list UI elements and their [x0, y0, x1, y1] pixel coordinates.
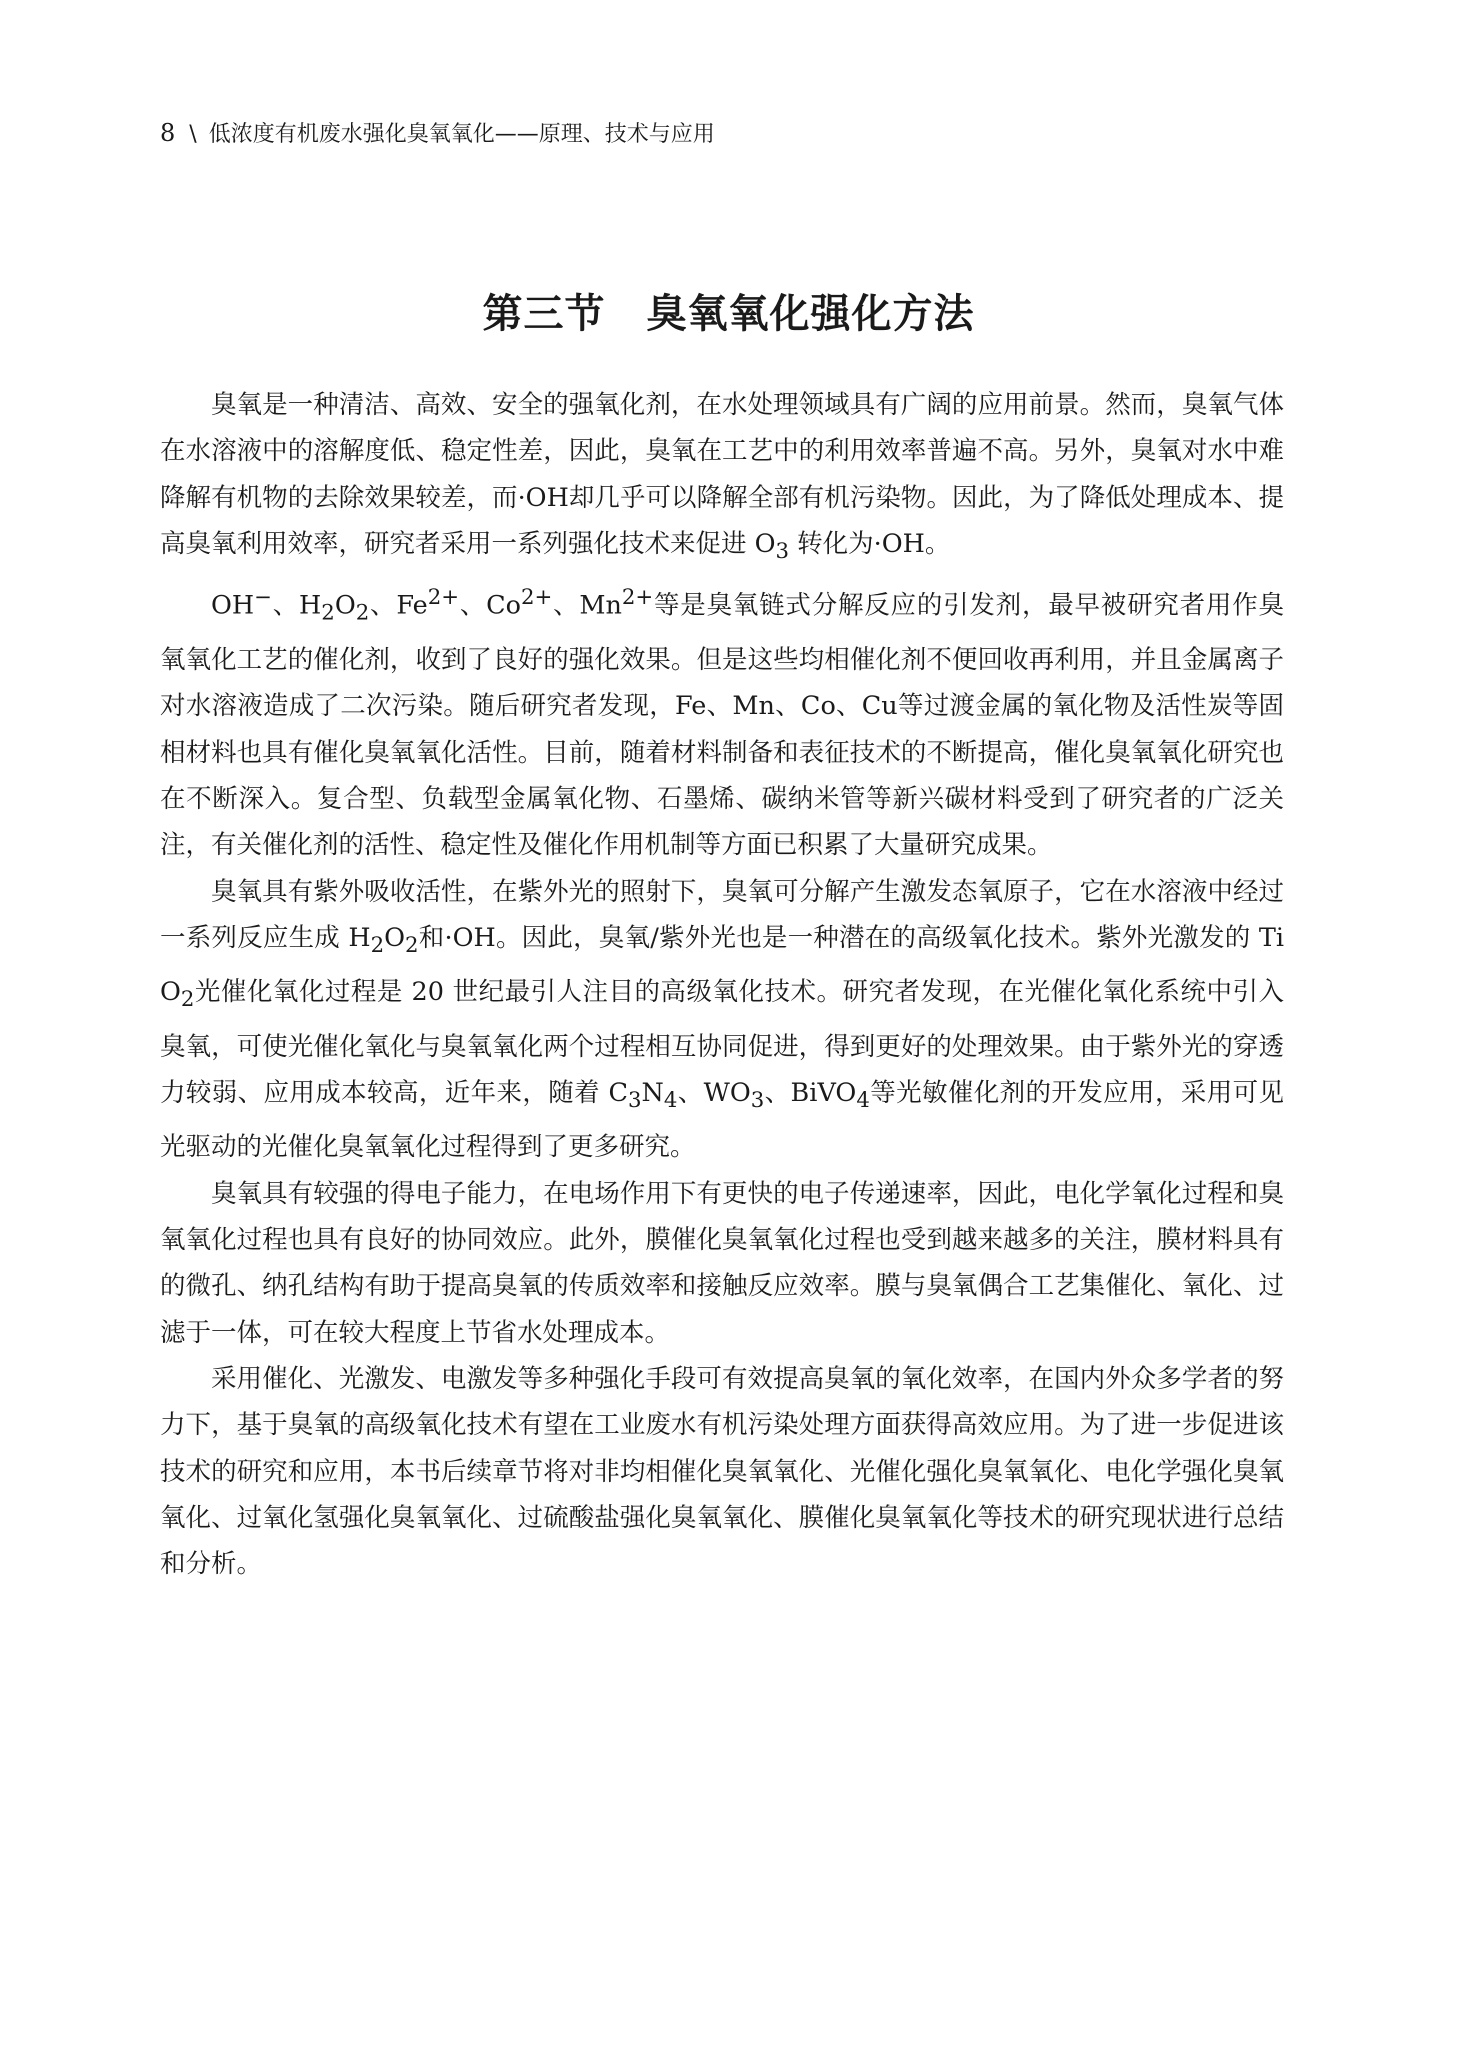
- section-title: 第三节 臭氧氧化强化方法: [482, 289, 975, 337]
- header-separator: \: [189, 122, 197, 147]
- running-header: [160, 118, 1310, 150]
- paragraph: OH−、$H_2O_2$、$Fe^{2+}$、$Co^{2+}$、$Mn^{2+}$等是臭氧链式分解反应的引发剂，最早被研究者用作臭氧氧化工艺的催化剂，收到了良好的强化效果。但是这些均相催化剂不便回收再利用，并且金属离子对水溶液造成了二次污染。随后研究者发现，Fe、Mn、Co、Cu等过渡金属的氧化物及活性炭等固相材料也具有催化臭氧氧化活性。目前，随着材料制备和表征技术的不断提高，催化臭氧氧化研究也在不断深入。复合型、负载型金属氧化物、石墨烯、碳纳米管等新兴碳材料受到了研究者的广泛关注，有关催化剂的活性、稳定性及催化作用机制等方面已积累了大量研究成果。: [160, 585, 1284, 861]
- paragraph: 采用催化、光激发、电激发等多种强化手段可有效提高臭氧的氧化效率，在国内外众多学者的努力下，基于臭氧的高级氧化技术有望在工业废水有机污染处理方面获得高效应用。为了进一步促进该技术的研究和应用，本书后续章节将对非均相催化臭氧氧化、光催化强化臭氧氧化、电化学强化臭氧氧化、过氧化氢强化臭氧氧化、过硫酸盐强化臭氧氧化、膜催化臭氧氧化等技术的研究现状进行总结和分析。: [160, 1363, 1284, 1580]
- paragraph: 臭氧具有紫外吸收活性，在紫外光的照射下，臭氧可分解产生激发态氧原子，它在水溶液中经过一系列反应生成 $H_2O_2$和·OH。因此，臭氧/紫外光也是一种潜在的高级氧化技术。紫外光激发的 TiO$_2$光催化氧化过程是 20 世纪最引人注目的高级氧化技术。研究者发现，在光催化氧化系统中引入臭氧，可使光催化氧化与臭氧氧化两个过程相互协同促进，得到更好的处理效果。由于紫外光的穿透力较弱、应用成本较高，近年来，随着 $C_3N_4$、$WO_3$、BiVO$_4$等光敏催化剂的开发应用，采用可见光驱动的光催化臭氧氧化过程得到了更多研究。: [160, 876, 1284, 1163]
- body-text: [160, 382, 1284, 1587]
- page-number: 8: [160, 119, 176, 147]
- book-title: 低浓度有机废水强化臭氧氧化——原理、技术与应用: [208, 122, 715, 147]
- paragraph: 臭氧是一种清洁、高效、安全的强氧化剂，在水处理领域具有广阔的应用前景。然而，臭氧气体在水溶液中的溶解度低、稳定性差，因此，臭氧在工艺中的利用效率普遍不高。另外，臭氧对水中难降解有机物的去除效果较差，而·OH却几乎可以降解全部有机污染物。因此，为了降低处理成本、提高臭氧利用效率，研究者采用一系列强化技术来促进 $O_3$ 转化为·OH。: [160, 390, 1284, 564]
- paragraph: 臭氧具有较强的得电子能力，在电场作用下有更快的电子传递速率，因此，电化学氧化过程和臭氧氧化过程也具有良好的协同效应。此外，膜催化臭氧氧化过程也受到越来越多的关注，膜材料具有的微孔、纳孔结构有助于提高臭氧的传质效率和接触反应效率。膜与臭氧偶合工艺集催化、氧化、过滤于一体，可在较大程度上节省水处理成本。: [160, 1178, 1284, 1348]
